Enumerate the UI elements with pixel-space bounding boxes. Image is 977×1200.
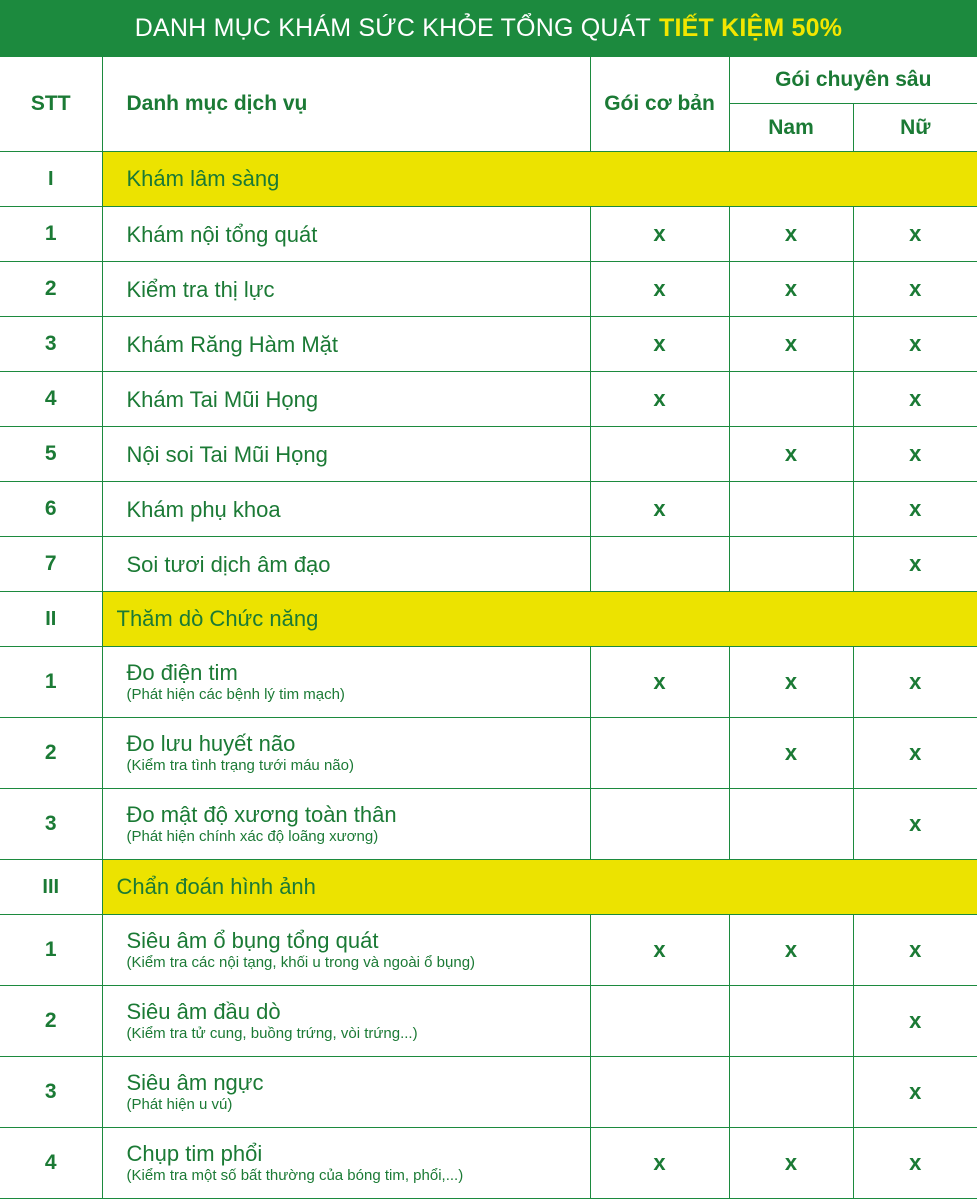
female-included-mark: x <box>853 1128 977 1199</box>
row-number: 4 <box>0 1128 102 1199</box>
basic-included-mark: x <box>590 207 729 262</box>
service-name: Khám Răng Hàm Mặt <box>126 331 339 357</box>
basic-included-mark: x <box>590 262 729 317</box>
service-description: (Phát hiện u vú) <box>126 1095 233 1113</box>
service-cell <box>102 1128 590 1199</box>
female-included-mark: x <box>853 718 977 789</box>
basic-included-mark <box>590 789 729 860</box>
row-number: 1 <box>0 647 102 718</box>
basic-included-mark: x <box>590 372 729 427</box>
basic-included-mark <box>590 1057 729 1128</box>
table-row <box>0 372 977 427</box>
page-title <box>0 0 977 56</box>
service-cell <box>102 482 590 537</box>
row-number: 2 <box>0 986 102 1057</box>
basic-included-mark <box>590 427 729 482</box>
male-included-mark <box>729 537 853 592</box>
service-name: Khám nội tổng quát <box>126 221 318 247</box>
table-row <box>0 647 977 718</box>
header-basic-package: Gói cơ bản <box>590 57 729 152</box>
section-number: II <box>0 592 102 647</box>
male-included-mark: x <box>729 427 853 482</box>
service-cell <box>102 207 590 262</box>
table-row <box>0 789 977 860</box>
section-row <box>0 152 977 207</box>
service-cell <box>102 537 590 592</box>
male-included-mark: x <box>729 647 853 718</box>
service-description: (Kiểm tra tình trạng tưới máu não) <box>126 756 354 774</box>
basic-included-mark: x <box>590 647 729 718</box>
female-included-mark: x <box>853 1057 977 1128</box>
service-name: Khám phụ khoa <box>126 496 281 522</box>
row-number: 2 <box>0 262 102 317</box>
female-included-mark: x <box>853 262 977 317</box>
service-name: Khám Tai Mũi Họng <box>126 386 319 412</box>
basic-included-mark: x <box>590 317 729 372</box>
female-included-mark: x <box>853 647 977 718</box>
service-name: Đo lưu huyết não <box>126 730 296 756</box>
service-description: (Kiểm tra một số bất thường của bóng tim, phổi,...) <box>126 1166 464 1184</box>
table-row <box>0 262 977 317</box>
service-name: Chụp tim phổi <box>126 1140 263 1166</box>
table-row <box>0 986 977 1057</box>
service-description: (Kiểm tra các nội tạng, khối u trong và ngoài ổ bụng) <box>126 953 476 971</box>
basic-included-mark: x <box>590 1128 729 1199</box>
service-table <box>0 56 977 1199</box>
male-included-mark <box>729 986 853 1057</box>
male-included-mark: x <box>729 207 853 262</box>
basic-included-mark <box>590 718 729 789</box>
male-included-mark: x <box>729 1128 853 1199</box>
basic-included-mark <box>590 986 729 1057</box>
male-included-mark <box>729 789 853 860</box>
service-cell <box>102 1057 590 1128</box>
female-included-mark: x <box>853 207 977 262</box>
row-number: 6 <box>0 482 102 537</box>
service-name: Đo điện tim <box>126 659 238 685</box>
table-row <box>0 718 977 789</box>
male-included-mark: x <box>729 262 853 317</box>
row-number: 3 <box>0 1057 102 1128</box>
basic-included-mark <box>590 537 729 592</box>
header-advanced-package: Gói chuyên sâu <box>729 57 977 104</box>
section-label: Chẩn đoán hình ảnh <box>102 860 977 915</box>
table-row <box>0 427 977 482</box>
table-body <box>0 152 977 1199</box>
female-included-mark: x <box>853 986 977 1057</box>
row-number: 4 <box>0 372 102 427</box>
female-included-mark: x <box>853 915 977 986</box>
section-number: I <box>0 152 102 207</box>
female-included-mark: x <box>853 482 977 537</box>
service-cell <box>102 647 590 718</box>
table-row <box>0 1057 977 1128</box>
row-number: 3 <box>0 789 102 860</box>
service-name: Siêu âm ổ bụng tổng quát <box>126 927 379 953</box>
table-row <box>0 482 977 537</box>
header-stt: STT <box>0 57 102 152</box>
female-included-mark: x <box>853 427 977 482</box>
section-row <box>0 592 977 647</box>
service-description: (Phát hiện chính xác độ loãng xương) <box>126 827 379 845</box>
service-cell <box>102 262 590 317</box>
female-included-mark: x <box>853 789 977 860</box>
service-cell <box>102 317 590 372</box>
service-name: Siêu âm đầu dò <box>126 998 281 1024</box>
female-included-mark: x <box>853 317 977 372</box>
table-row <box>0 207 977 262</box>
service-description: (Kiểm tra tử cung, buồng trứng, vòi trứng...) <box>126 1024 418 1042</box>
basic-included-mark: x <box>590 915 729 986</box>
row-number: 5 <box>0 427 102 482</box>
service-cell <box>102 789 590 860</box>
row-number: 1 <box>0 207 102 262</box>
male-included-mark: x <box>729 915 853 986</box>
service-description: (Phát hiện các bệnh lý tim mạch) <box>126 685 345 703</box>
row-number: 3 <box>0 317 102 372</box>
header-female: Nữ <box>853 104 977 152</box>
female-included-mark: x <box>853 372 977 427</box>
table-row <box>0 537 977 592</box>
female-included-mark: x <box>853 537 977 592</box>
header-male: Nam <box>729 104 853 152</box>
table-row <box>0 317 977 372</box>
basic-included-mark: x <box>590 482 729 537</box>
service-name: Kiểm tra thị lực <box>126 276 275 302</box>
male-included-mark: x <box>729 718 853 789</box>
service-cell <box>102 718 590 789</box>
male-included-mark <box>729 1057 853 1128</box>
table-row <box>0 915 977 986</box>
section-label: Khám lâm sàng <box>102 152 977 207</box>
section-number: III <box>0 860 102 915</box>
service-name: Soi tươi dịch âm đạo <box>126 551 331 577</box>
service-cell <box>102 427 590 482</box>
male-included-mark <box>729 482 853 537</box>
service-cell <box>102 915 590 986</box>
table-row <box>0 1128 977 1199</box>
row-number: 1 <box>0 915 102 986</box>
service-cell <box>102 986 590 1057</box>
service-name: Đo mật độ xương toàn thân <box>126 801 397 827</box>
section-label: Thăm dò Chức năng <box>102 592 977 647</box>
row-number: 7 <box>0 537 102 592</box>
title-main: DANH MỤC KHÁM SỨC KHỎE TỔNG QUÁT <box>134 13 651 42</box>
male-included-mark: x <box>729 317 853 372</box>
service-name: Nội soi Tai Mũi Họng <box>126 441 328 467</box>
service-name: Siêu âm ngực <box>126 1069 264 1095</box>
section-row <box>0 860 977 915</box>
header-service: Danh mục dịch vụ <box>102 57 590 152</box>
title-highlight: TIẾT KIỆM 50% <box>659 13 843 42</box>
service-cell <box>102 372 590 427</box>
male-included-mark <box>729 372 853 427</box>
row-number: 2 <box>0 718 102 789</box>
